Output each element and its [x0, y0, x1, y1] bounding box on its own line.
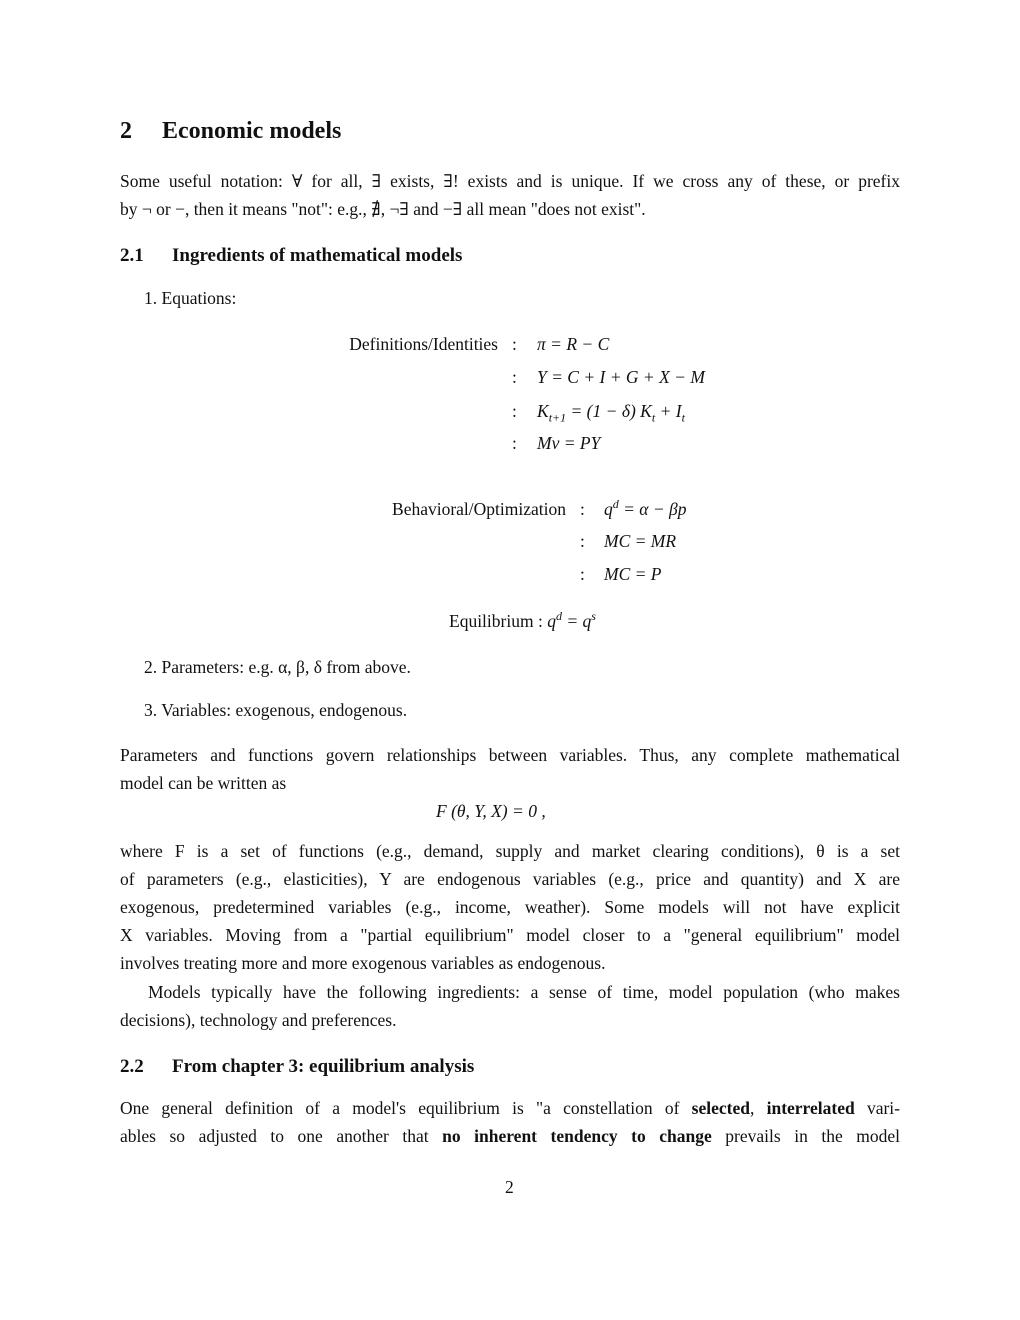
list-number: 3.: [144, 700, 158, 720]
eq-part: = (1 − δ) K: [566, 401, 652, 421]
colon: :: [512, 401, 517, 421]
eq-part: K: [537, 401, 549, 421]
bold-text: selected: [691, 1098, 750, 1118]
equation-gdp: Y = C + I + G + X − M: [537, 367, 705, 387]
equation-demand: [604, 499, 687, 519]
text: prevails in the model: [711, 1126, 900, 1146]
bold-text: no inherent tendency to change: [442, 1126, 712, 1146]
equation-profit: π = R − C: [537, 334, 610, 354]
list-item: [144, 288, 924, 308]
equation-money: Mv = PY: [537, 433, 601, 453]
eq-part: = q: [561, 611, 592, 631]
text: ,: [749, 1098, 767, 1118]
colon: :: [580, 531, 585, 551]
list-number: 2.: [144, 657, 158, 677]
colon: :: [512, 367, 517, 387]
eq-sup: d: [555, 609, 562, 624]
notation-line-1: Some useful notation: ∀ for all, ∃ exists, ∃! exists and is unique. If we cross any of these, or prefix: [120, 171, 900, 191]
eq-part: q: [547, 611, 556, 631]
paragraph-line: where F is a set of functions (e.g., demand, supply and market clearing conditions), θ is a set: [120, 841, 900, 861]
definitions-label: Definitions/Identities: [349, 334, 498, 354]
eq-sub: t: [651, 410, 656, 425]
list-item: [144, 700, 924, 720]
eq-sub: t: [681, 410, 685, 425]
notation-line-2: by ¬ or −, then it means "not": e.g., ∄, ¬∃ and −∃ all mean "does not exist".: [120, 199, 646, 219]
colon: :: [512, 433, 517, 453]
colon: :: [580, 499, 585, 519]
page-number: 2: [505, 1177, 514, 1197]
paragraph-line: X variables. Moving from a "partial equilibrium" model closer to a "general equilibrium" model: [120, 925, 900, 945]
paragraph-line: Models typically have the following ingredients: a sense of time, model population (who makes: [148, 982, 900, 1002]
colon: :: [580, 564, 585, 584]
equation-equilibrium: [449, 611, 596, 631]
equation-mc-p: MC = P: [604, 564, 662, 584]
text: One general definition of a model's equilibrium is "a constellation of: [120, 1098, 692, 1118]
eq-part: + I: [655, 401, 682, 421]
paragraph-line: exogenous, predetermined variables (e.g., income, weather). Some models will not have explicit: [120, 897, 900, 917]
eq-sup: s: [591, 609, 596, 624]
eq-part: q: [604, 499, 613, 519]
subsection-heading-2-1: 2.1 Ingredients of mathematical models: [120, 245, 463, 266]
equation-mc-mr: MC = MR: [604, 531, 677, 551]
model-equation: F (θ, Y, X) = 0 ,: [436, 801, 546, 821]
paragraph-line: model can be written as: [120, 773, 287, 793]
paragraph-line: [120, 1098, 900, 1118]
behavioral-label: Behavioral/Optimization: [392, 499, 566, 519]
list-text: Equations:: [161, 288, 237, 308]
eq-sub: t+1: [548, 410, 567, 425]
list-number: 1.: [144, 288, 158, 308]
section-heading: 2 Economic models: [120, 118, 342, 144]
paragraph-line: involves treating more and more exogenous variables as endogenous.: [120, 953, 606, 973]
equation-capital: [537, 401, 685, 425]
list-text: Variables: exogenous, endogenous.: [161, 700, 408, 720]
paragraph-line: of parameters (e.g., elasticities), Y are endogenous variables (e.g., price and quantity) and X are: [120, 869, 900, 889]
eq-part: = α − βp: [618, 499, 687, 519]
paragraph-line: Parameters and functions govern relationships between variables. Thus, any complete mathematical: [120, 745, 900, 765]
list-item: [144, 657, 924, 677]
equilibrium-label: Equilibrium :: [449, 611, 548, 631]
text: ables so adjusted to one another that: [120, 1126, 443, 1146]
eq-sup: d: [612, 497, 619, 512]
colon: :: [512, 334, 517, 354]
paragraph-line: decisions), technology and preferences.: [120, 1010, 397, 1030]
subsection-heading-2-2: 2.2 From chapter 3: equilibrium analysis: [120, 1056, 475, 1077]
bold-text: interrelated: [766, 1098, 855, 1118]
list-text: Parameters: e.g. α, β, δ from above.: [161, 657, 411, 677]
text: vari-: [854, 1098, 900, 1118]
paragraph-line: [120, 1126, 900, 1146]
